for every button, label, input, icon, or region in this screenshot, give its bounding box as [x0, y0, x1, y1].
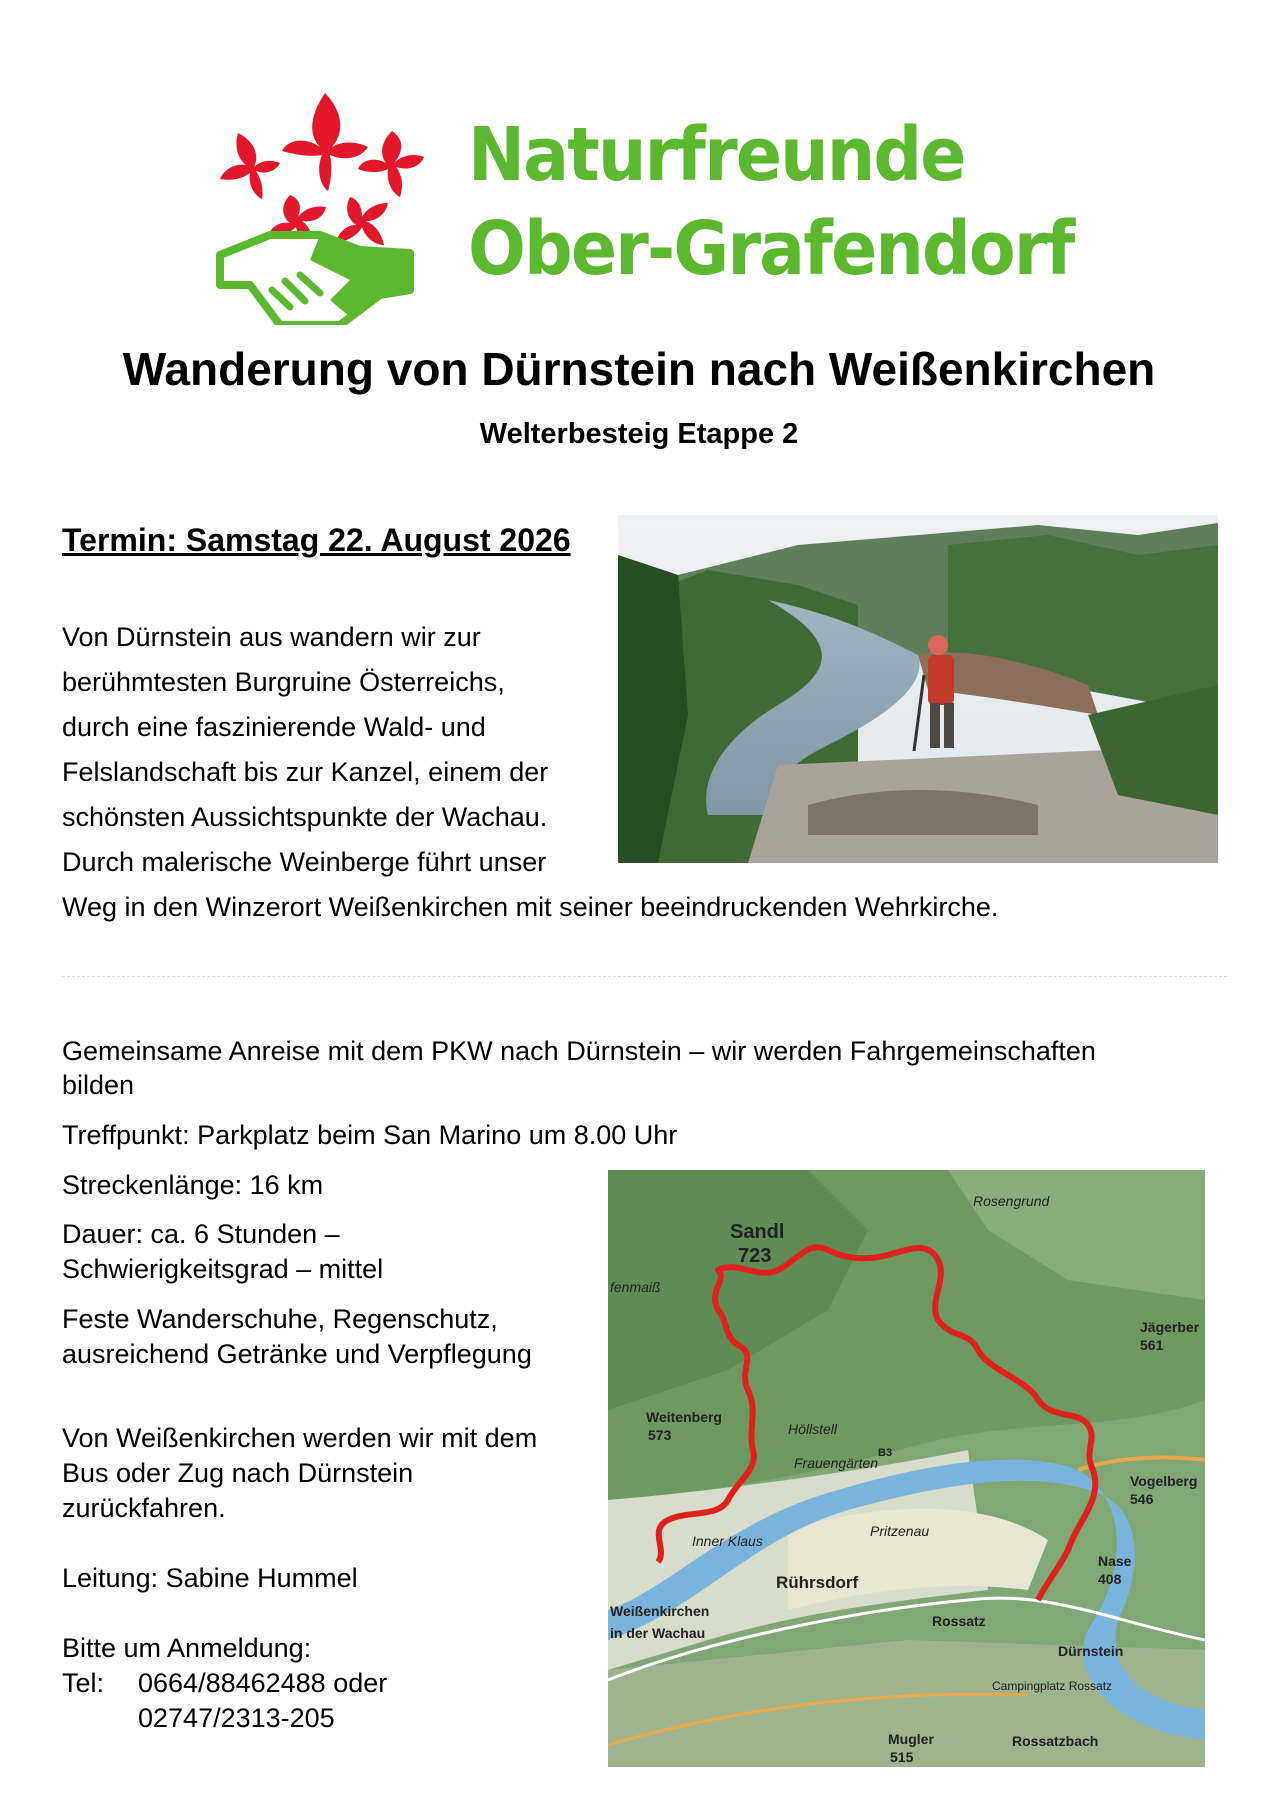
tel-label: Tel:: [62, 1668, 105, 1698]
map-label: Campingplatz Rossatz: [992, 1679, 1113, 1693]
org-name-line1: Naturfreunde: [468, 112, 965, 198]
map-label: 723: [738, 1245, 772, 1267]
map-label: 408: [1098, 1571, 1122, 1587]
page-subtitle: Welterbesteig Etappe 2: [479, 418, 799, 450]
streckenlaenge: Streckenlänge: 16 km: [62, 1170, 324, 1200]
rueckfahrt-line1: Von Weißenkirchen werden wir mit dem: [62, 1423, 538, 1453]
description-line: schönsten Aussichtspunkte der Wachau.: [62, 802, 548, 832]
leitung: Leitung: Sabine Hummel: [62, 1563, 358, 1593]
map-label: Frauengärten: [794, 1455, 879, 1471]
anreise-line1: Gemeinsame Anreise mit dem PKW nach Dürnstein – wir werden Fahrgemeinschaften: [62, 1036, 1096, 1066]
map-label: Weitenberg: [646, 1409, 722, 1425]
anreise-line2: bilden: [62, 1070, 135, 1100]
map-label: Rossatz: [932, 1613, 986, 1629]
ausruestung-line2: ausreichend Getränke und Verpflegung: [62, 1339, 532, 1369]
wachau-landscape-photo: [618, 515, 1218, 863]
treffpunkt: Treffpunkt: Parkplatz beim San Marino um 8.00 Uhr: [62, 1120, 678, 1150]
dauer-line1: Dauer: ca. 6 Stunden –: [62, 1219, 340, 1249]
map-label: Sandl: [730, 1221, 785, 1243]
map-label: Rosengrund: [973, 1193, 1050, 1209]
map-label: Weißenkirchen: [610, 1603, 710, 1619]
map-label: Höllstell: [788, 1421, 838, 1437]
map-label: Dürnstein: [1058, 1643, 1124, 1659]
rueckfahrt-line3: zurückfahren.: [62, 1493, 226, 1523]
anmeldung: Bitte um Anmeldung:: [62, 1633, 312, 1663]
route-map: [608, 1170, 1205, 1767]
naturfreunde-logo-icon: [210, 85, 440, 325]
description-line: Durch malerische Weinberge führt unser: [62, 847, 547, 877]
map-label: Mugler: [888, 1731, 934, 1747]
event-date: Termin: Samstag 22. August 2026: [62, 522, 571, 558]
map-label: fenmaiß: [610, 1279, 661, 1295]
phone-number-1: 0664/88462488 oder: [138, 1668, 388, 1698]
map-label: 561: [1140, 1337, 1164, 1353]
map-label: B3: [878, 1447, 893, 1459]
map-label: Pritzenau: [870, 1523, 930, 1539]
map-label: in der Wachau: [610, 1625, 706, 1641]
map-label: Vogelberg: [1130, 1473, 1198, 1489]
description-line: berühmtesten Burgruine Österreichs,: [62, 667, 505, 697]
description-line: durch eine faszinierende Wald- und: [62, 712, 486, 742]
map-label: Nase: [1098, 1553, 1132, 1569]
map-label: 546: [1130, 1491, 1154, 1507]
dauer-line2: Schwierigkeitsgrad – mittel: [62, 1254, 384, 1284]
phone-number-2: 02747/2313-205: [138, 1703, 335, 1733]
description-line: Von Dürnstein aus wandern wir zur: [62, 622, 481, 652]
rueckfahrt-line2: Bus oder Zug nach Dürnstein: [62, 1458, 414, 1488]
map-label: 573: [648, 1427, 672, 1443]
map-label: Inner Klaus: [692, 1533, 763, 1549]
map-label: 515: [890, 1749, 914, 1765]
map-label: Rührsdorf: [776, 1573, 859, 1592]
ausruestung-line1: Feste Wanderschuhe, Regenschutz,: [62, 1304, 498, 1334]
org-name-line2: Ober-Grafendorf: [468, 206, 1074, 292]
page-title: Wanderung von Dürnstein nach Weißenkirchen: [122, 343, 1156, 395]
map-label: Jägerber: [1140, 1319, 1200, 1335]
section-divider: [62, 976, 1227, 977]
description-line: Weg in den Winzerort Weißenkirchen mit seiner beeindruckenden Wehrkirche.: [62, 892, 999, 922]
description-line: Felslandschaft bis zur Kanzel, einem der: [62, 757, 549, 787]
map-label: Rossatzbach: [1012, 1733, 1099, 1749]
